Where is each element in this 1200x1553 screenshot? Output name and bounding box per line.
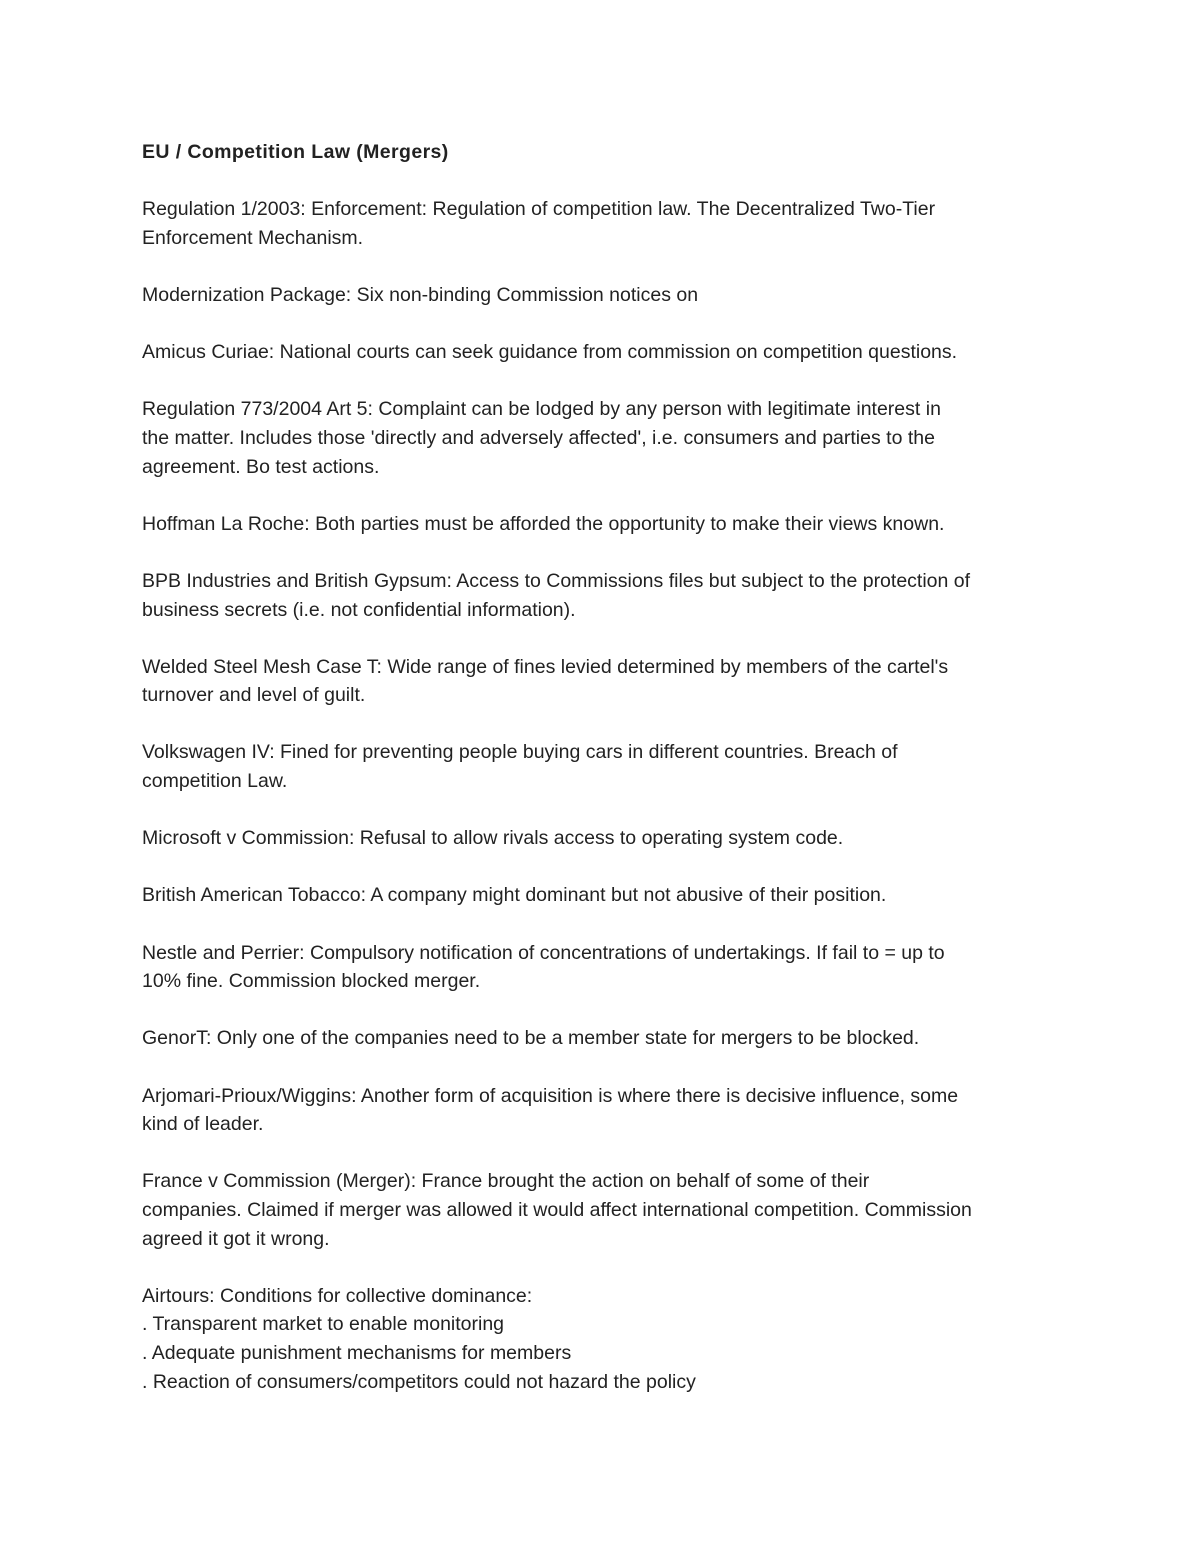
- paragraph-genort: [142, 1024, 1067, 1053]
- text-line: companies. Claimed if merger was allowed it would affect international competition. Commission: [142, 1198, 972, 1221]
- text-line: the matter. Includes those 'directly and adversely affected', i.e. consumers and parties to the: [142, 426, 935, 449]
- paragraph-modernization-package: [142, 281, 1067, 310]
- text-line: Welded Steel Mesh Case T: Wide range of fines levied determined by members of the cartel's: [142, 655, 949, 678]
- text-line: agreement. Bo test actions.: [142, 455, 380, 478]
- paragraph-amicus-curiae: [142, 338, 1067, 367]
- text-line: Modernization Package: Six non-binding Commission notices on: [142, 283, 699, 306]
- text-line: GenorT: Only one of the companies need to be a member state for mergers to be blocked.: [142, 1027, 920, 1050]
- text-line: Microsoft v Commission: Refusal to allow rivals access to operating system code.: [142, 827, 844, 850]
- text-line: Volkswagen IV: Fined for preventing people buying cars in different countries. Breach of: [142, 741, 898, 764]
- text-line: Nestle and Perrier: Compulsory notification of concentrations of undertakings. If fail to = up to: [142, 941, 945, 964]
- paragraph-regulation-1-2003: [142, 195, 1067, 252]
- list-item: . Reaction of consumers/competitors could not hazard the policy: [142, 1370, 696, 1393]
- text-line: France v Commission (Merger): France brought the action on behalf of some of their: [142, 1170, 870, 1193]
- paragraph-airtours: [142, 1282, 1067, 1396]
- text-line: agreed it got it wrong.: [142, 1227, 330, 1250]
- text-line: British American Tobacco: A company might dominant but not abusive of their position.: [142, 884, 887, 907]
- paragraph-france-v-commission: [142, 1167, 1067, 1253]
- text-line: BPB Industries and British Gypsum: Access to Commissions files but subject to the protection of: [142, 569, 971, 592]
- text-line: competition Law.: [142, 770, 288, 793]
- text-line: Regulation 773/2004 Art 5: Complaint can be lodged by any person with legitimate interest in: [142, 398, 941, 421]
- paragraph-volkswagen-iv: [142, 738, 1067, 795]
- paragraph-microsoft-v-commission: [142, 824, 1067, 853]
- text-line: Amicus Curiae: National courts can seek guidance from commission on competition questions.: [142, 341, 958, 364]
- text-line: Regulation 1/2003: Enforcement: Regulation of competition law. The Decentralized Two-Tier: [142, 198, 936, 221]
- paragraph-arjomari-prioux-wiggins: [142, 1082, 1067, 1139]
- paragraph-hoffman-la-roche: [142, 510, 1067, 539]
- paragraph-regulation-773-2004: [142, 395, 1067, 481]
- paragraph-nestle-and-perrier: [142, 939, 1067, 996]
- list-item: . Transparent market to enable monitoring: [142, 1313, 505, 1336]
- text-line: 10% fine. Commission blocked merger.: [142, 970, 481, 993]
- paragraph-bpb-industries: [142, 567, 1067, 624]
- text-line: kind of leader.: [142, 1113, 264, 1136]
- text-line: Arjomari-Prioux/Wiggins: Another form of acquisition is where there is decisive influence, some: [142, 1084, 959, 1107]
- paragraph-british-american-tobacco: [142, 881, 1067, 910]
- document-title: EU / Competition Law (Mergers): [142, 141, 449, 163]
- list-item: . Adequate punishment mechanisms for members: [142, 1341, 572, 1364]
- text-line: Hoffman La Roche: Both parties must be afforded the opportunity to make their views known.: [142, 512, 945, 535]
- text-line: turnover and level of guilt.: [142, 684, 366, 707]
- text-line: Enforcement Mechanism.: [142, 226, 364, 249]
- paragraph-welded-steel-mesh: [142, 653, 1067, 710]
- text-line: Airtours: Conditions for collective dominance:: [142, 1284, 533, 1307]
- document-body: [142, 138, 1067, 1396]
- text-line: business secrets (i.e. not confidential information).: [142, 598, 576, 621]
